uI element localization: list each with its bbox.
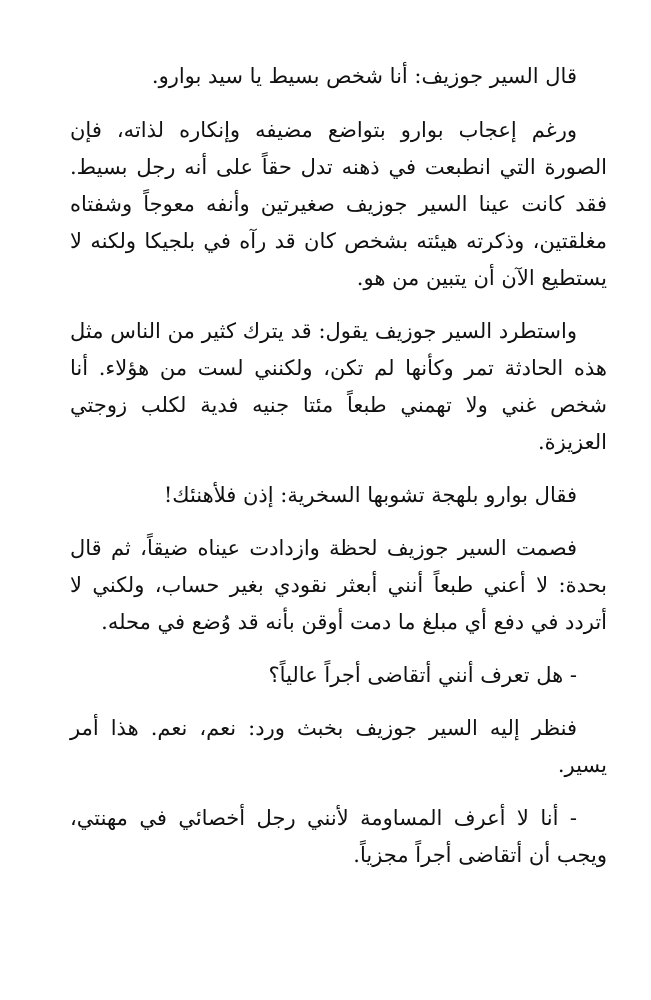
paragraph: - أنا لا أعرف المساومة لأنني رجل أخصائي في مهنتي، ويجب أن أتقاضى أجراً مجزياً. [70,806,607,867]
paragraph: - هل تعرف أنني أتقاضى أجراً عالياً؟ [268,663,577,687]
paragraph: فقال بوارو بلهجة تشوبها السخرية: إذن فلأهنئك! [163,483,577,507]
paragraph: فنظر إليه السير جوزيف بخبث ورد: نعم، نعم. هذا أمر يسير. [70,716,607,777]
paragraph: قال السير جوزيف: أنا شخص بسيط يا سيد بوارو. [151,64,577,88]
paragraph: ورغم إعجاب بوارو بتواضع مضيفه وإنكاره لذاته، فإن الصورة التي انطبعت في ذهنه تدل حقاً على أنه رجل بسيط. فقد كانت عينا السير جوزيف صغيرتين وأنفه معوجاً وشفتاه مغلقتين، وذكرته هيئته بشخص كان قد رآه في بلجيكا ولكنه لا يستطيع الآن أن يتبين من هو. [70,118,607,290]
paragraph: فصمت السير جوزيف لحظة وازدادت عيناه ضيقاً، ثم قال بحدة: لا أعني طبعاً أنني أبعثر نقودي بغير حساب، ولكني لا أتردد في دفع أي مبلغ ما دمت أوقن بأنه قد وُضع في محله. [70,536,607,634]
paragraph: واستطرد السير جوزيف يقول: قد يترك كثير من الناس مثل هذه الحادثة تمر وكأنها لم تكن، ولكنني لست من هؤلاء. أنا شخص غني ولا تهمني طبعاً مئتا جنيه فدية لكلب زوجتي العزيزة. [70,319,607,454]
